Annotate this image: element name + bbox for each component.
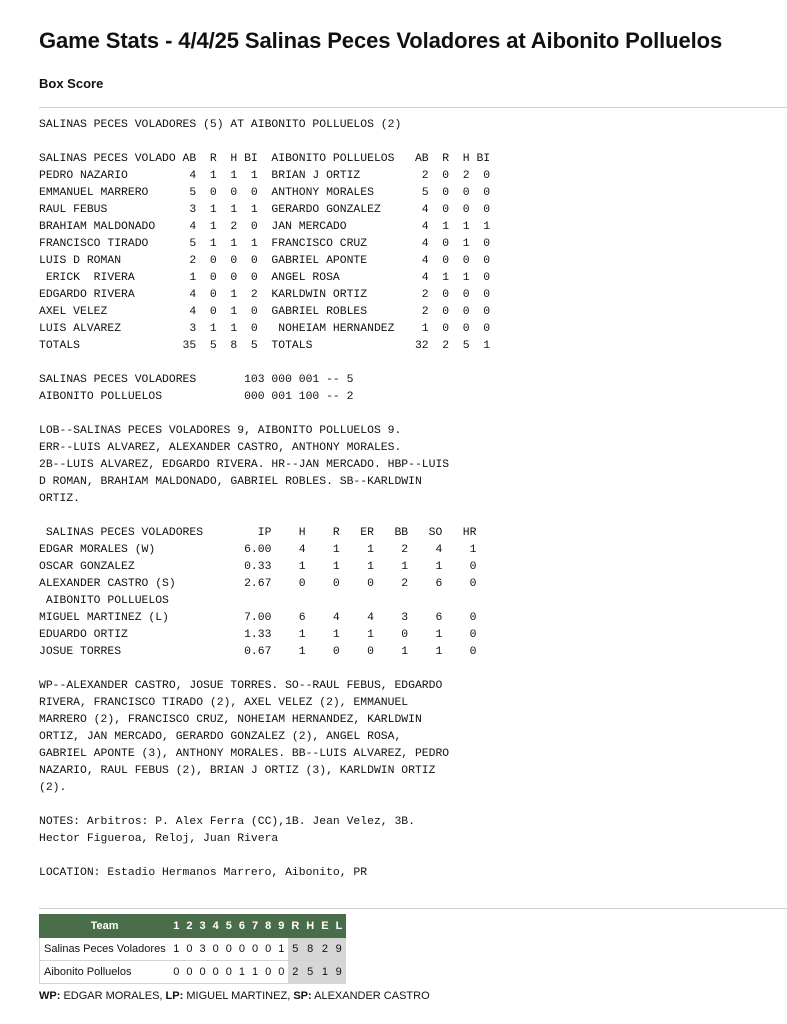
linescore-header-row <box>40 915 346 938</box>
linescore-header-lob: L <box>332 915 346 938</box>
save-pitcher: ALEXANDER CASTRO <box>314 990 430 1002</box>
linescore-header-team: Team <box>40 915 170 938</box>
linescore-inning-cell: 0 <box>209 961 222 984</box>
linescore-header-inning: 8 <box>262 915 275 938</box>
linescore-team-name: Aibonito Polluelos <box>40 961 170 984</box>
linescore-inning-cell: 1 <box>235 961 248 984</box>
losing-pitcher-label: LP: <box>165 990 184 1002</box>
linescore-inning-cell: 0 <box>235 938 248 961</box>
linescore-header-hits: H <box>303 915 318 938</box>
linescore-inning-cell: 1 <box>248 961 261 984</box>
linescore-hits-cell: 8 <box>303 938 318 961</box>
linescore-header-inning: 1 <box>170 915 183 938</box>
linescore-header-inning: 7 <box>248 915 261 938</box>
bottom-divider <box>39 908 787 909</box>
linescore-errors-cell: 2 <box>318 938 332 961</box>
linescore-header-inning: 2 <box>183 915 196 938</box>
linescore-header-inning: 6 <box>235 915 248 938</box>
linescore-inning-cell: 0 <box>183 938 196 961</box>
linescore-inning-cell: 0 <box>196 961 209 984</box>
box-score-text: SALINAS PECES VOLADORES (5) AT AIBONITO POLLUELOS (2) SALINAS PECES VOLADO AB R H BI AIBONITO POLLUELOS AB R H BI PEDRO NAZARIO 4 1 1 1 BRIAN J ORTIZ 2 0 2 0 EMMANUEL MARRERO 5 0 0 0 ANTHONY MORALES 5 0 0 0 RAUL FEBUS 3 1 1 1 GERARDO GONZALEZ 4 0 0 0 BRAHIAM MALDONADO 4 1 2 0 JAN MERCADO 4 1 1 1 FRANCISCO TIRADO 5 1 1 1 FRANCISCO CRUZ 4 0 1 0 LUIS D ROMAN 2 0 0 0 GABRIEL APONTE 4 0 0 0 ERICK RIVERA 1 0 0 0 ANGEL ROSA 4 1 1 0 EDGARDO RIVERA 4 0 1 2 KARLDWIN ORTIZ 2 0 0 0 AXEL VELEZ 4 0 1 0 GABRIEL ROBLES 2 0 0 0 LUIS ALVAREZ 3 1 1 0 NOHEIAM HERNANDEZ 1 0 0 0 TOTALS 35 5 8 5 TOTALS 32 2 5 1 SALINAS PECES VOLADORES 103 000 001 -- 5 AIBONITO POLLUELOS 000 001 100 -- 2 LOB--SALINAS PECES VOLADORES 9, AIBONITO POLLUELOS 9. ERR--LUIS ALVAREZ, ALEXANDER CASTRO, ANTHONY MORALES. 2B--LUIS ALVAREZ, EDGARDO RIVERA. HR--JAN MERCADO. HBP--LUIS D ROMAN, BRAHIAM MALDONADO, GABRIEL ROBLES. SB--KARLDWIN ORTIZ. SALINAS PECES VOLADORES IP H R ER BB SO HR EDGAR MORALES (W) 6.00 4 1 1 2 4 1 OSCAR GONZALEZ 0.33 1 1 1 1 1 0 ALEXANDER CASTRO (S) 2.67 0 0 0 2 6 0 AIBONITO POLLUELOS MIGUEL MARTINEZ (L) 7.00 6 4 4 3 6 0 EDUARDO ORTIZ 1.33 1 1 1 0 1 0 JOSUE TORRES 0.67 1 0 0 1 1 0 WP--ALEXANDER CASTRO, JOSUE TORRES. SO--RAUL FEBUS, EDGARDO RIVERA, FRANCISCO TIRADO (2), AXEL VELEZ (2), EMMANUEL MARRERO (2), FRANCISCO CRUZ, NOHEIAM HERNANDEZ, KARLDWIN ORTIZ, JAN MERCADO, GERARDO GONZALEZ (2), ANGEL ROSA, GABRIEL APONTE (3), ANTHONY MORALES. BB--LUIS ALVAREZ, PEDRO NAZARIO, RAUL FEBUS (2), BRIAN J ORTIZ (3), KARLDWIN ORTIZ (2). NOTES: Arbitros: P. Alex Ferra (CC),1B. Jean Velez, 3B. Hector Figueroa, Reloj, Juan Rivera LOCATION: Estadio Hermanos Marrero, Aibonito, PR <box>39 119 491 879</box>
save-pitcher-label: SP: <box>293 990 312 1002</box>
linescore-runs-cell: 5 <box>288 938 303 961</box>
page-title: Game Stats - 4/4/25 Salinas Peces Voladores at Aibonito Polluelos <box>39 28 723 53</box>
winning-pitcher-label: WP: <box>39 990 61 1002</box>
linescore-inning-cell: 0 <box>209 938 222 961</box>
losing-pitcher: MIGUEL MARTINEZ <box>186 990 288 1002</box>
linescore-inning-cell: 0 <box>275 961 288 984</box>
box-score-heading: Box Score <box>39 76 104 91</box>
pitching-decisions: WP: EDGAR MORALES, LP: MIGUEL MARTINEZ, SP: ALEXANDER CASTRO <box>39 990 430 1002</box>
linescore-inning-cell: 0 <box>262 938 275 961</box>
linescore-lob-cell: 9 <box>332 938 346 961</box>
linescore-hits-cell: 5 <box>303 961 318 984</box>
linescore-inning-cell: 3 <box>196 938 209 961</box>
top-divider <box>39 107 787 108</box>
linescore-inning-cell: 0 <box>170 961 183 984</box>
linescore-header-inning: 4 <box>209 915 222 938</box>
linescore-table <box>39 914 346 984</box>
linescore-inning-cell: 0 <box>222 961 235 984</box>
linescore-header-inning: 5 <box>222 915 235 938</box>
linescore-inning-cell: 0 <box>262 961 275 984</box>
linescore-header-runs: R <box>288 915 303 938</box>
linescore-header-inning: 3 <box>196 915 209 938</box>
linescore-row <box>40 961 346 984</box>
linescore-inning-cell: 1 <box>275 938 288 961</box>
linescore-inning-cell: 1 <box>170 938 183 961</box>
linescore-lob-cell: 9 <box>332 961 346 984</box>
winning-pitcher: EDGAR MORALES <box>63 990 160 1002</box>
linescore-row <box>40 938 346 961</box>
linescore-inning-cell: 0 <box>248 938 261 961</box>
linescore-errors-cell: 1 <box>318 961 332 984</box>
linescore-header-errors: E <box>318 915 332 938</box>
linescore-runs-cell: 2 <box>288 961 303 984</box>
linescore-header-inning: 9 <box>275 915 288 938</box>
linescore-inning-cell: 0 <box>183 961 196 984</box>
linescore-team-name: Salinas Peces Voladores <box>40 938 170 961</box>
linescore-inning-cell: 0 <box>222 938 235 961</box>
